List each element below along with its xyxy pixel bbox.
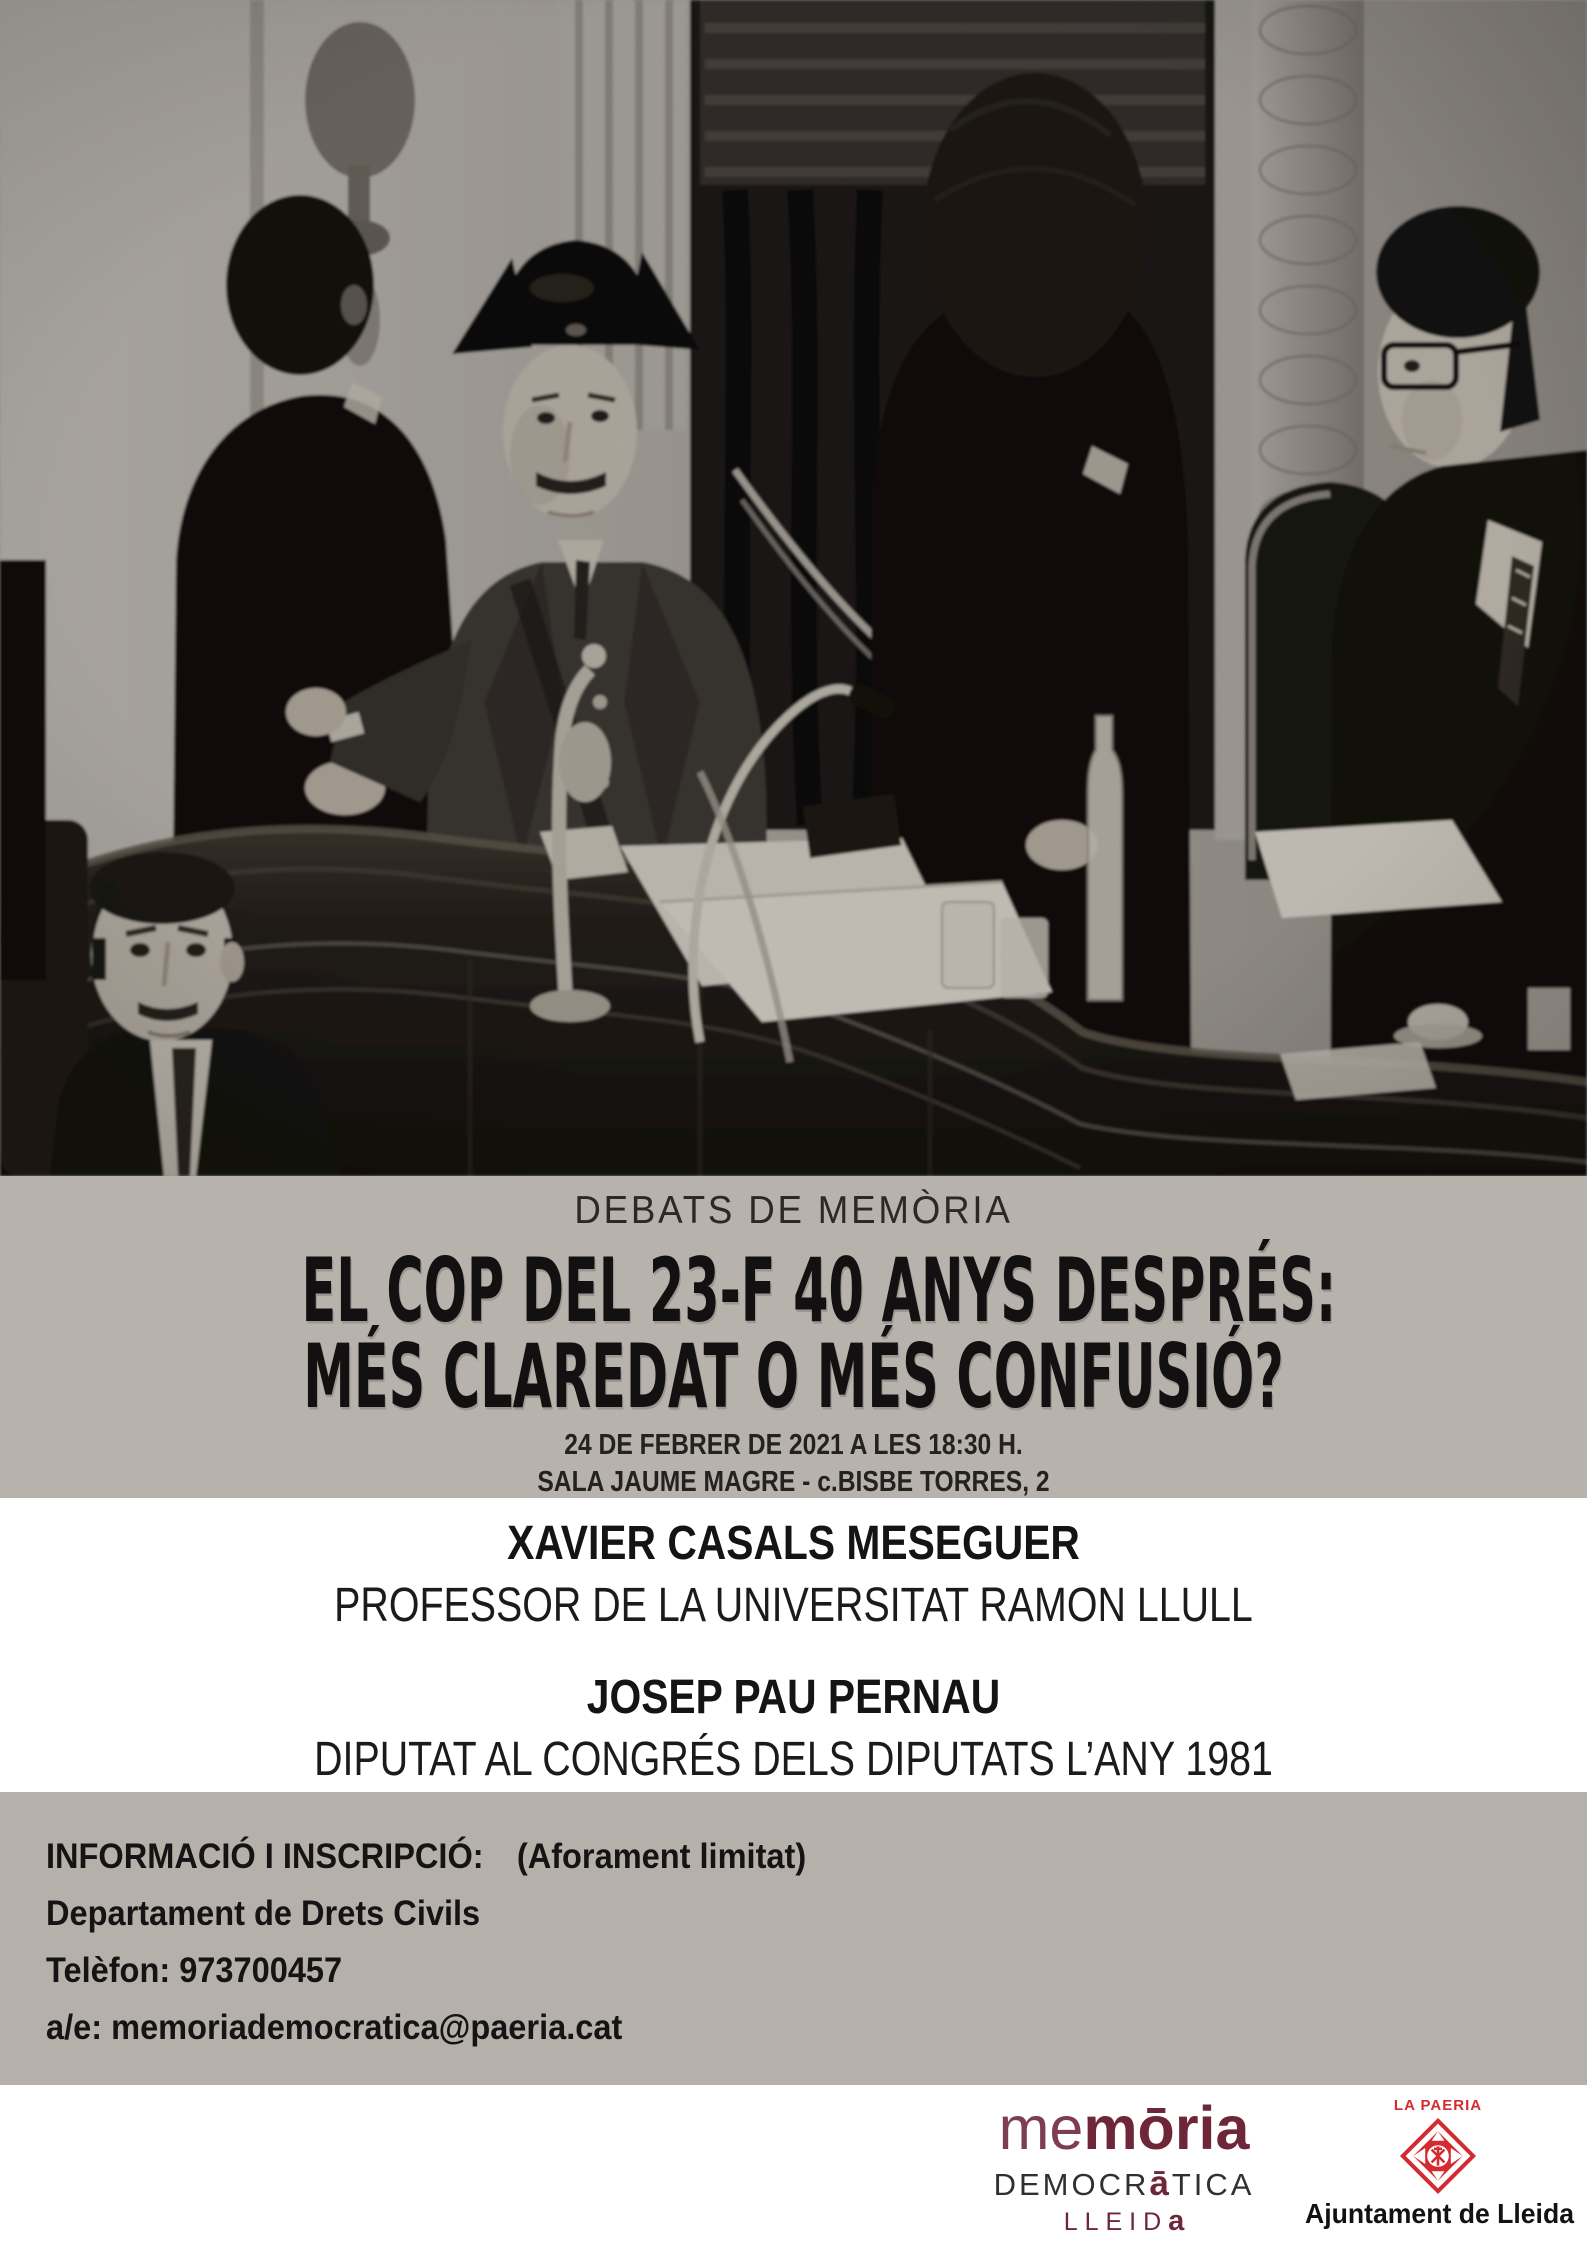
memoria-democratica-logo xyxy=(968,2094,1280,2237)
event-location: SALA JAUME MAGRE - c.BISBE TORRES, 2 xyxy=(537,1466,1050,1498)
footer-logos xyxy=(0,2085,1587,2245)
capacity-note: (Aforament limitat) xyxy=(516,1837,807,1876)
memoria-wordmark: memōria xyxy=(998,2094,1250,2162)
title-band xyxy=(0,1176,1587,1498)
la-paeria-label: LA PAERIA xyxy=(1393,2097,1483,2114)
democratica-wordmark: DEMOCRāTICA xyxy=(993,2164,1255,2203)
info-heading: INFORMACIÓ I INSCRIPCIÓ: xyxy=(46,1837,484,1876)
speakers-section xyxy=(0,1498,1587,1792)
lleida-wordmark: LLEIDa xyxy=(1063,2205,1185,2237)
info-email: a/e: memoriademocratica@paeria.cat xyxy=(46,2008,623,2047)
info-phone: Telèfon: 973700457 xyxy=(46,1951,343,1990)
speaker-block xyxy=(0,1518,1587,1632)
info-box xyxy=(0,1792,1587,2085)
series-label: DEBATS DE MEMÒRIA xyxy=(574,1189,1013,1232)
speaker-name: JOSEP PAU PERNAU xyxy=(586,1671,1001,1724)
info-heading-line xyxy=(46,1836,1479,1878)
poster-title-line1: EL COP DEL 23-F 40 ANYS DESPRÉS: xyxy=(301,1240,1337,1343)
ajuntament-lleida-label: Ajuntament de Lleida xyxy=(1305,2198,1574,2229)
info-department: Departament de Drets Civils xyxy=(46,1894,481,1933)
speaker-name: XAVIER CASALS MESEGUER xyxy=(507,1517,1080,1570)
speaker-role: PROFESSOR DE LA UNIVERSITAT RAMON LLULL xyxy=(334,1579,1253,1632)
lleida-crest-icon xyxy=(1395,2116,1481,2196)
speaker-block xyxy=(0,1672,1587,1786)
event-datetime: 24 DE FEBRER DE 2021 A LES 18:30 H. xyxy=(564,1429,1023,1461)
speaker-role: DIPUTAT AL CONGRÉS DELS DIPUTATS L’ANY 1981 xyxy=(314,1733,1273,1786)
poster-title-line2: MÉS CLAREDAT O MÉS CONFUSIÓ? xyxy=(303,1326,1284,1429)
ajuntament-lleida-logo xyxy=(1298,2097,1578,2230)
